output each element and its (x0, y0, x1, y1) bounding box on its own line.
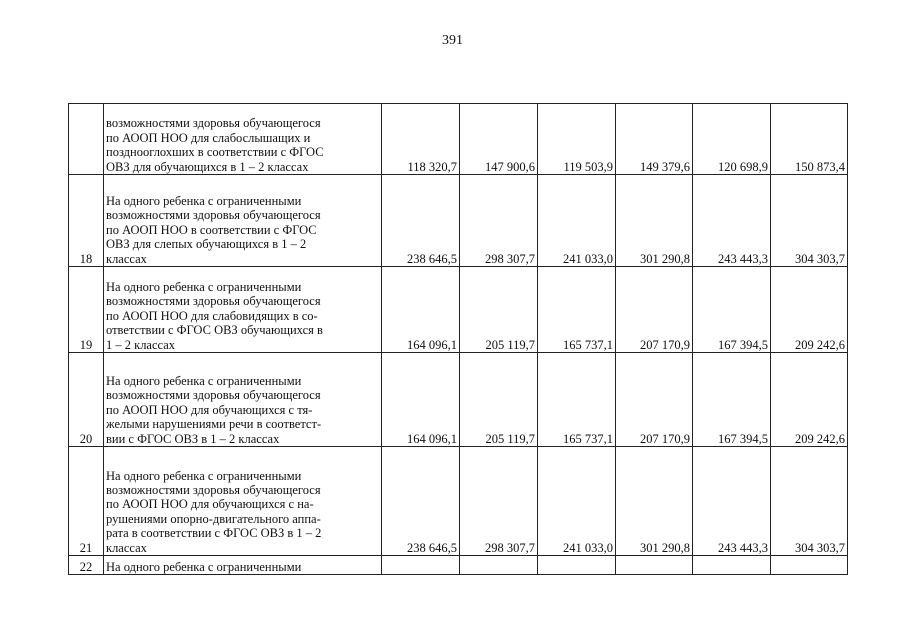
row-description (104, 556, 382, 575)
value-cell: 149 379,6 (616, 104, 693, 175)
value-cell: 298 307,7 (460, 175, 538, 267)
value-cell (771, 556, 848, 575)
row-description (104, 175, 382, 267)
description-line: ОВЗ для обучающихся в 1 – 2 классах (106, 159, 309, 174)
description-line: вии с ФГОС ОВЗ в 1 – 2 классах (106, 431, 280, 446)
description-line: ответствии с ФГОС ОВЗ обучающихся в (106, 323, 323, 338)
value-cell: 301 290,8 (616, 175, 693, 267)
value-cell: 167 394,5 (693, 267, 771, 353)
value-cell: 118 320,7 (382, 104, 460, 175)
value-cell: 238 646,5 (382, 175, 460, 267)
row-description (104, 353, 382, 447)
value-cell: 165 737,1 (538, 353, 616, 447)
description-line: возможностями здоровья обучающегося (106, 116, 321, 131)
value-cell (616, 556, 693, 575)
value-cell (382, 556, 460, 575)
row-number: 18 (69, 175, 104, 267)
description-line: ОВЗ для слепых обучающихся в 1 – 2 (106, 237, 307, 252)
description-line: по АООП НОО в соответствии с ФГОС (106, 222, 317, 237)
description-line: возможностями здоровья обучающегося (106, 482, 321, 497)
budget-table (68, 103, 848, 575)
value-cell: 241 033,0 (538, 175, 616, 267)
value-cell: 167 394,5 (693, 353, 771, 447)
row-description (104, 447, 382, 556)
value-cell: 304 303,7 (771, 447, 848, 556)
table-row (69, 447, 848, 556)
description-line: возможностями здоровья обучающегося (106, 208, 321, 223)
row-description (104, 267, 382, 353)
table-row (69, 267, 848, 353)
row-number (69, 104, 104, 175)
value-cell: 304 303,7 (771, 175, 848, 267)
value-cell: 209 242,6 (771, 353, 848, 447)
description-line: На одного ребенка с ограниченными (106, 559, 302, 574)
page-number: 391 (442, 33, 463, 48)
value-cell (460, 556, 538, 575)
table-row (69, 175, 848, 267)
row-number: 21 (69, 447, 104, 556)
description-line: На одного ребенка с ограниченными (106, 193, 302, 208)
value-cell: 238 646,5 (382, 447, 460, 556)
value-cell: 301 290,8 (616, 447, 693, 556)
description-line: по АООП НОО для обучающихся с тя- (106, 402, 313, 417)
value-cell (538, 556, 616, 575)
description-line: по АООП НОО для слабовидящих в со- (106, 308, 318, 323)
value-cell: 205 119,7 (460, 267, 538, 353)
description-line: по АООП НОО для слабослышащих и (106, 130, 311, 145)
description-line: рата в соответствии с ФГОС ОВЗ в 1 – 2 (106, 526, 322, 541)
row-number: 19 (69, 267, 104, 353)
value-cell: 120 698,9 (693, 104, 771, 175)
value-cell: 165 737,1 (538, 267, 616, 353)
description-line: На одного ребенка с ограниченными (106, 468, 302, 483)
table-row (69, 104, 848, 175)
value-cell: 207 170,9 (616, 267, 693, 353)
row-number: 22 (69, 556, 104, 575)
value-cell: 150 873,4 (771, 104, 848, 175)
description-line: классах (106, 540, 147, 555)
description-line: возможностями здоровья обучающегося (106, 388, 321, 403)
description-line: классах (106, 251, 147, 266)
value-cell (693, 556, 771, 575)
description-line: возможностями здоровья обучающегося (106, 294, 321, 309)
table-row (69, 556, 848, 575)
value-cell: 207 170,9 (616, 353, 693, 447)
value-cell: 243 443,3 (693, 447, 771, 556)
value-cell: 147 900,6 (460, 104, 538, 175)
table-row (69, 353, 848, 447)
value-cell: 164 096,1 (382, 353, 460, 447)
value-cell: 205 119,7 (460, 353, 538, 447)
description-line: позднооглохших в соответствии с ФГОС (106, 145, 324, 160)
value-cell: 298 307,7 (460, 447, 538, 556)
description-line: по АООП НОО для обучающихся с на- (106, 497, 314, 512)
description-line: рушениями опорно-двигательного аппа- (106, 511, 321, 526)
description-line: желыми нарушениями речи в соответст- (106, 417, 322, 432)
description-line: 1 – 2 классах (106, 337, 176, 352)
value-cell: 241 033,0 (538, 447, 616, 556)
value-cell: 209 242,6 (771, 267, 848, 353)
description-line: На одного ребенка с ограниченными (106, 373, 302, 388)
value-cell: 243 443,3 (693, 175, 771, 267)
description-line: На одного ребенка с ограниченными (106, 279, 302, 294)
row-description (104, 104, 382, 175)
value-cell: 119 503,9 (538, 104, 616, 175)
value-cell: 164 096,1 (382, 267, 460, 353)
row-number: 20 (69, 353, 104, 447)
